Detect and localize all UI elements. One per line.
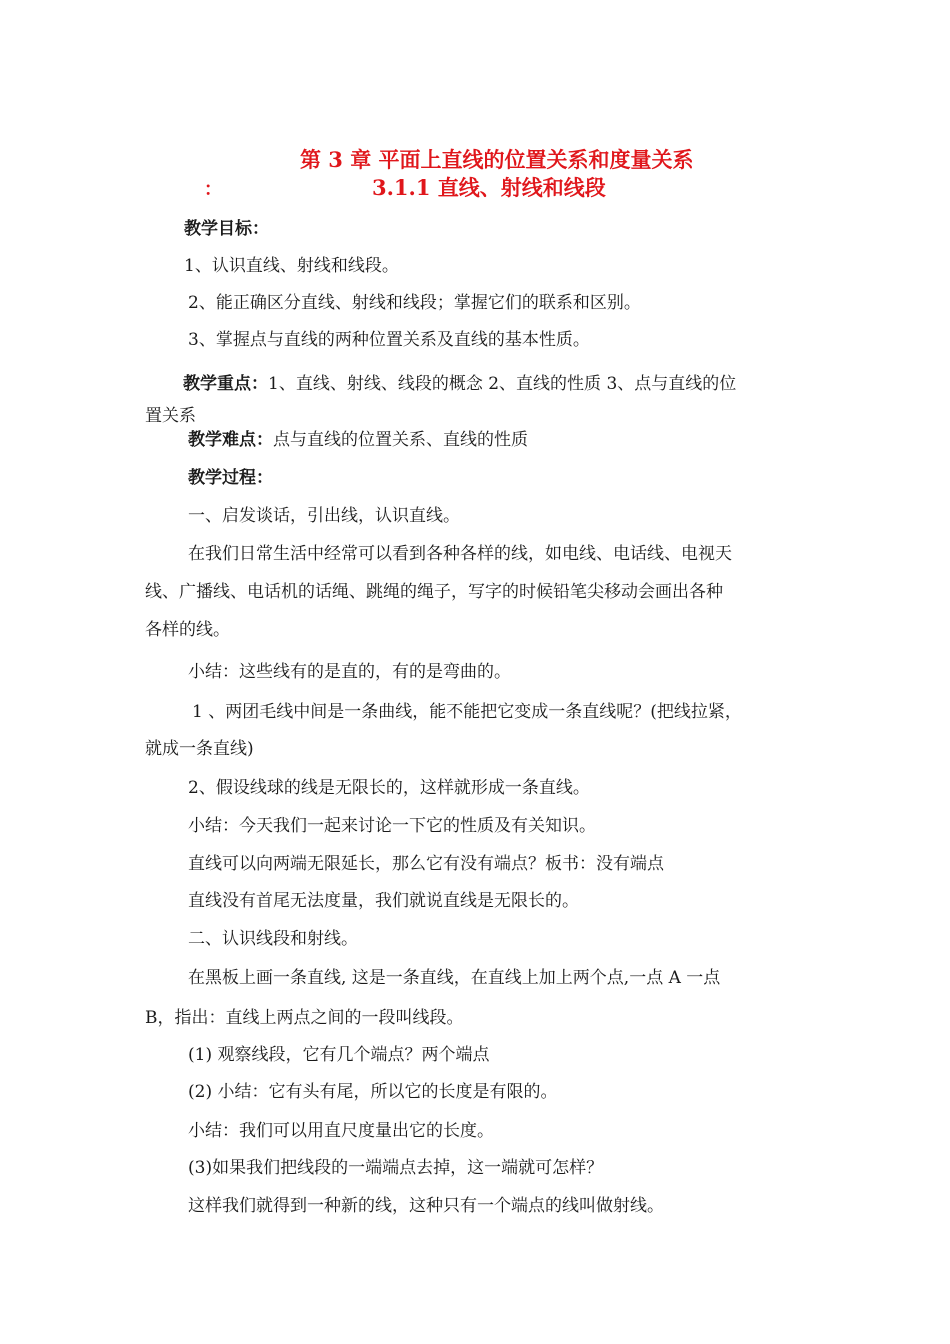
key-points-line-1 bbox=[183, 372, 736, 396]
process-line: 直线可以向两端无限延长，那么它有没有端点？板书：没有端点 bbox=[188, 854, 664, 874]
objectives-heading: 教学目标： bbox=[184, 219, 269, 239]
key-points-line-2: 置关系 bbox=[145, 406, 196, 426]
difficulties-label: 教学难点： bbox=[188, 430, 273, 450]
process-line: 一、启发谈话，引出线，认识直线。 bbox=[188, 506, 460, 526]
process-line: 小结：这些线有的是直的，有的是弯曲的。 bbox=[188, 662, 511, 682]
objective-item-2: 2、能正确区分直线、射线和线段；掌握它们的联系和区别。 bbox=[188, 293, 641, 313]
difficulties-text: 点与直线的位置关系、直线的性质 bbox=[273, 430, 528, 450]
process-line: 小结：今天我们一起来讨论一下它的性质及有关知识。 bbox=[188, 816, 596, 836]
process-heading: 教学过程： bbox=[188, 468, 273, 488]
process-line: (1) 观察线段，它有几个端点？两个端点 bbox=[188, 1045, 490, 1065]
process-line: 直线没有首尾无法度量，我们就说直线是无限长的。 bbox=[188, 891, 579, 911]
process-line: 各样的线。 bbox=[145, 620, 230, 640]
process-line: 二、认识线段和射线。 bbox=[188, 929, 358, 949]
process-line: (3)如果我们把线段的一端端点去掉，这一端就可怎样？ bbox=[188, 1158, 604, 1178]
process-line: 这样我们就得到一种新的线，这种只有一个端点的线叫做射线。 bbox=[188, 1196, 664, 1216]
process-line: 小结：我们可以用直尺度量出它的长度。 bbox=[188, 1121, 494, 1141]
key-points-text: 1、直线、射线、线段的概念 2、直线的性质 3、点与直线的位 bbox=[268, 374, 737, 394]
process-line: 线、广播线、电话机的话绳、跳绳的绳子，写字的时候铅笔尖移动会画出各种 bbox=[145, 582, 723, 602]
process-line: B，指出：直线上两点之间的一段叫线段。 bbox=[145, 1008, 464, 1028]
chapter-title: 第 3 章 平面上直线的位置关系和度量关系 bbox=[300, 147, 694, 172]
objective-item-3: 3、掌握点与直线的两种位置关系及直线的基本性质。 bbox=[188, 330, 590, 350]
process-line: (2) 小结：它有头有尾，所以它的长度是有限的。 bbox=[188, 1082, 558, 1102]
title-colon: ： bbox=[204, 179, 222, 200]
difficulties-line bbox=[188, 428, 528, 452]
key-points-label: 教学重点： bbox=[183, 374, 268, 394]
process-line: 1 、两团毛线中间是一条曲线，能不能把它变成一条直线呢？(把线拉紧， bbox=[192, 702, 742, 722]
section-title: 3.1.1 直线、射线和线段 bbox=[372, 175, 606, 200]
process-line: 2、假设线球的线是无限长的，这样就形成一条直线。 bbox=[188, 778, 590, 798]
process-line: 在黑板上画一条直线, 这是一条直线，在直线上加上两个点,一点 A 一点 bbox=[188, 968, 721, 988]
process-line: 在我们日常生活中经常可以看到各种各样的线，如电线、电话线、电视天 bbox=[188, 544, 732, 564]
process-line: 就成一条直线) bbox=[145, 739, 254, 759]
objective-item-1: 1、认识直线、射线和线段。 bbox=[184, 256, 399, 276]
